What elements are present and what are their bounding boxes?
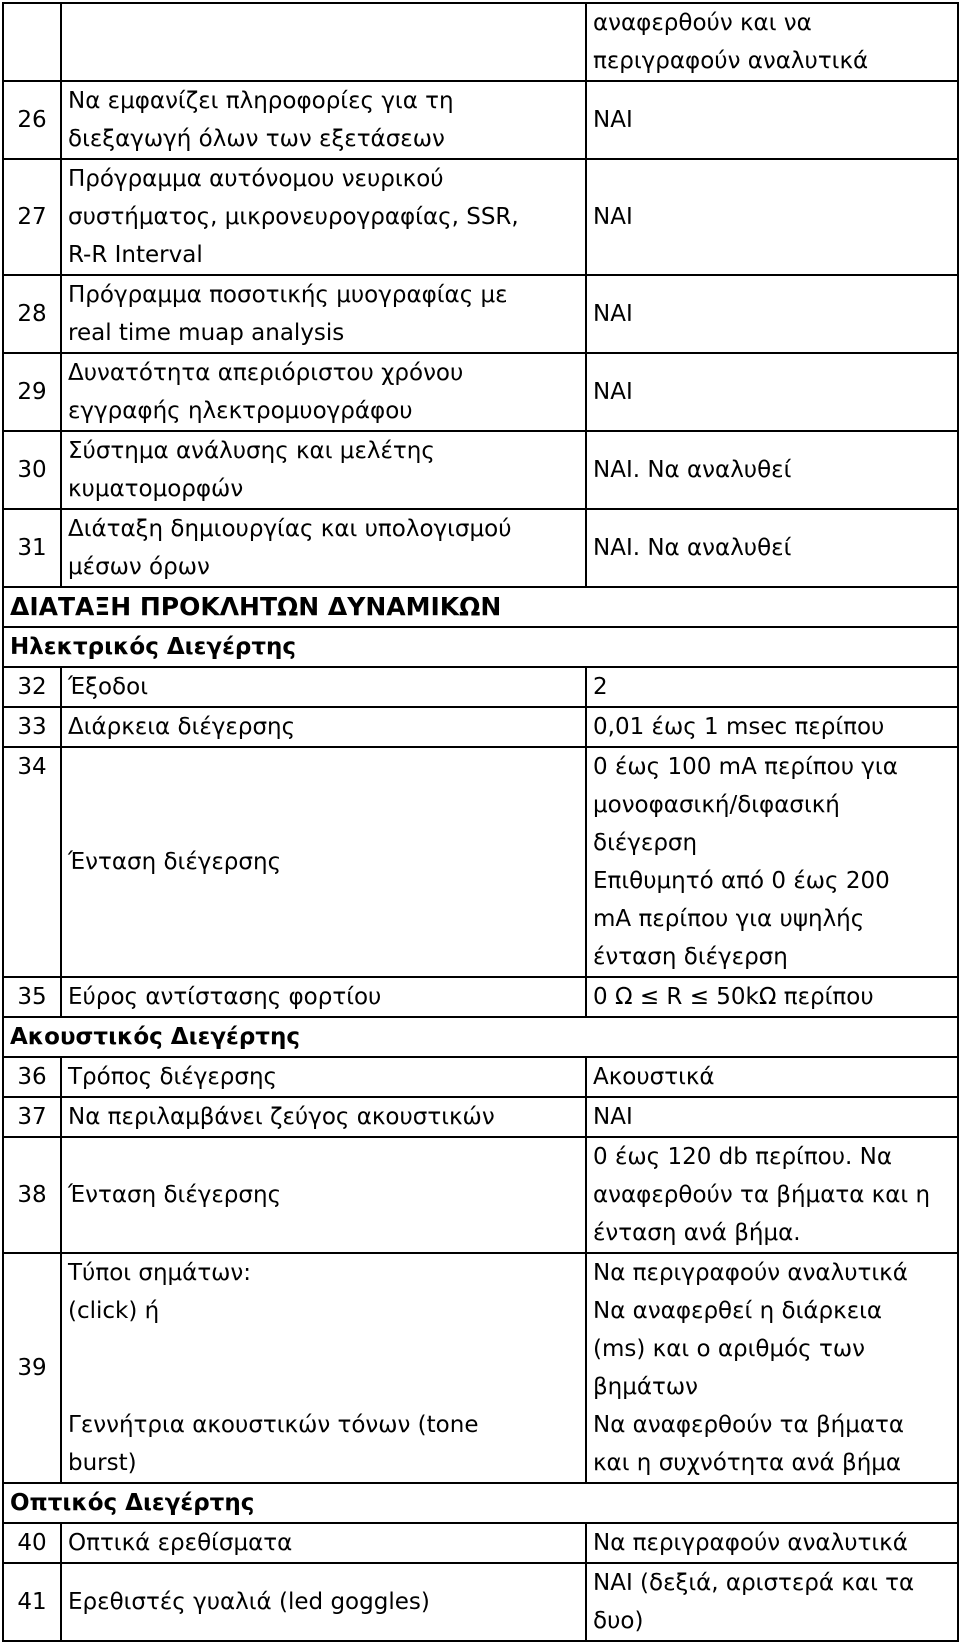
row-value: 0 έως 100 mA περίπου για μονοφασική/διφασική διέγερση Επιθυμητό από 0 έως 200 mA περίπου για υψηλής ένταση διέγερση <box>586 747 958 977</box>
row-number: 29 <box>3 353 61 431</box>
row-number: 27 <box>3 159 61 275</box>
row-description: Εύρος αντίστασης φορτίου <box>61 977 586 1017</box>
table-row <box>3 275 958 353</box>
row-number: 36 <box>3 1057 61 1097</box>
row-value: ΝΑΙ <box>586 81 958 159</box>
row-number: 38 <box>3 1137 61 1253</box>
row-number: 41 <box>3 1563 61 1641</box>
table-row <box>3 431 958 509</box>
row-number: 31 <box>3 509 61 587</box>
row-value: ΝΑΙ. Να αναλυθεί <box>586 509 958 587</box>
row-number: 34 <box>3 747 61 977</box>
row-value: Ακουστικά <box>586 1057 958 1097</box>
row-value: ΝΑΙ <box>586 159 958 275</box>
row-description: Έξοδοι <box>61 667 586 707</box>
table-row <box>3 1097 958 1137</box>
row-value: ΝΑΙ. Να αναλυθεί <box>586 431 958 509</box>
row-value: 0,01 έως 1 msec περίπου <box>586 707 958 747</box>
row-number: 35 <box>3 977 61 1017</box>
section-heading-acoustic: Ακουστικός Διεγέρτης <box>3 1017 958 1057</box>
row-description: Τύποι σημάτων: (click) ή Γεννήτρια ακουστικών τόνων (tone burst) <box>61 1253 586 1483</box>
table-row <box>3 353 958 431</box>
row-description: Σύστημα ανάλυσης και μελέτης κυματομορφών <box>61 431 586 509</box>
section-heading-evoked: ΔΙΑΤΑΞΗ ΠΡΟΚΛΗΤΩΝ ΔΥΝΑΜΙΚΩΝ <box>3 587 958 627</box>
row-description: Πρόγραμμα αυτόνομου νευρικού συστήματος, μικρονευρογραφίας, SSR, R-R Interval <box>61 159 586 275</box>
row-description: Δυνατότητα απεριόριστου χρόνου εγγραφής ηλεκτρομυογράφου <box>61 353 586 431</box>
table-row <box>3 1057 958 1097</box>
table-row <box>3 977 958 1017</box>
table-row <box>3 1563 958 1641</box>
table-row <box>3 667 958 707</box>
section-row <box>3 1017 958 1057</box>
row-value: ΝΑΙ (δεξιά, αριστερά και τα δυο) <box>586 1563 958 1641</box>
row-description: Ένταση διέγερσης <box>61 1137 586 1253</box>
row-description: Ένταση διέγερσης <box>61 747 586 977</box>
row-number: 26 <box>3 81 61 159</box>
table-row <box>3 3 958 81</box>
row-value: 0 έως 120 db περίπου. Να αναφερθούν τα βήματα και η ένταση ανά βήμα. <box>586 1137 958 1253</box>
table-row <box>3 1137 958 1253</box>
section-row <box>3 1483 958 1523</box>
row-value: ΝΑΙ <box>586 353 958 431</box>
section-heading-electrical: Ηλεκτρικός Διεγέρτης <box>3 627 958 667</box>
row-number: 39 <box>3 1253 61 1483</box>
row-description: Να εμφανίζει πληροφορίες για τη διεξαγωγή όλων των εξετάσεων <box>61 81 586 159</box>
table-row <box>3 1523 958 1563</box>
row-description: Τρόπος διέγερσης <box>61 1057 586 1097</box>
row-number: 32 <box>3 667 61 707</box>
row-number <box>3 3 61 81</box>
section-heading-optical: Οπτικός Διεγέρτης <box>3 1483 958 1523</box>
row-value: 2 <box>586 667 958 707</box>
row-description: Να περιλαμβάνει ζεύγος ακουστικών <box>61 1097 586 1137</box>
row-description: Διάταξη δημιουργίας και υπολογισμού μέσων όρων <box>61 509 586 587</box>
table-row <box>3 747 958 977</box>
row-number: 40 <box>3 1523 61 1563</box>
table-row <box>3 1253 958 1483</box>
row-number: 37 <box>3 1097 61 1137</box>
row-description: Οπτικά ερεθίσματα <box>61 1523 586 1563</box>
row-value: ΝΑΙ <box>586 275 958 353</box>
row-value: 0 Ω ≤ R ≤ 50kΩ περίπου <box>586 977 958 1017</box>
row-number: 33 <box>3 707 61 747</box>
row-description: Πρόγραμμα ποσοτικής μυογραφίας με real time muap analysis <box>61 275 586 353</box>
section-row <box>3 627 958 667</box>
row-value: Να περιγραφούν αναλυτικά <box>586 1523 958 1563</box>
table-row <box>3 707 958 747</box>
table-row <box>3 509 958 587</box>
row-description <box>61 3 586 81</box>
section-row <box>3 587 958 627</box>
row-description: Διάρκεια διέγερσης <box>61 707 586 747</box>
row-description: Ερεθιστές γυαλιά (led goggles) <box>61 1563 586 1641</box>
table-row <box>3 159 958 275</box>
row-value: ΝΑΙ <box>586 1097 958 1137</box>
row-value: Να περιγραφούν αναλυτικά Να αναφερθεί η διάρκεια (ms) και ο αριθμός των βημάτων Να αναφερθούν τα βήματα και η συχνότητα ανά βήμα <box>586 1253 958 1483</box>
row-value: αναφερθούν και να περιγραφούν αναλυτικά <box>586 3 958 81</box>
table-row <box>3 81 958 159</box>
row-number: 28 <box>3 275 61 353</box>
spec-table <box>2 2 959 1642</box>
row-number: 30 <box>3 431 61 509</box>
